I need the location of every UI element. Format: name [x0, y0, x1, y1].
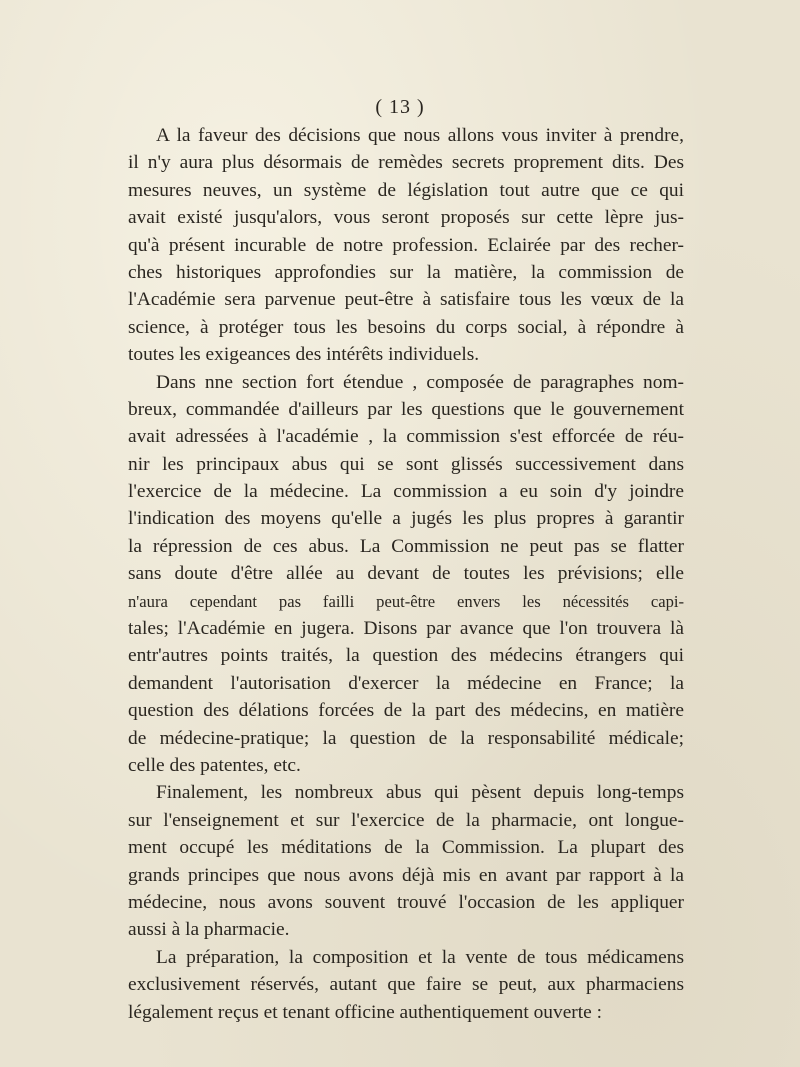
- page-number: ( 13 ): [375, 96, 425, 118]
- text-line: ment occupé les méditations de la Commission. La plupart des: [128, 837, 684, 859]
- text-line: aussi à la pharmacie.: [128, 919, 290, 941]
- text-line: la répression de ces abus. La Commission ne peut pas se flatter: [128, 535, 684, 557]
- text-line: l'indication des moyens qu'elle a jugés les plus propres à garantir: [128, 508, 684, 530]
- text-line: ches historiques approfondies sur la matière, la commission de: [128, 261, 684, 283]
- text-line: tales; l'Académie en jugera. Disons par avance que l'on trouvera là: [128, 618, 684, 640]
- text-line: breux, commandée d'ailleurs par les questions que le gouvernement: [128, 398, 684, 420]
- text-line: il n'y aura plus désormais de remèdes secrets proprement dits. Des: [128, 152, 684, 174]
- text-line: toutes les exigeances des intérêts individuels.: [128, 344, 480, 366]
- text-line: l'Académie sera parvenue peut-être à satisfaire tous les vœux de la: [128, 289, 684, 311]
- text-line: nir les principaux abus qui se sont glissés successivement dans: [128, 453, 684, 475]
- text-line: avait existé jusqu'alors, vous seront proposés sur cette lèpre jus-: [128, 207, 684, 229]
- text-line: avait adressées à l'académie , la commission s'est efforcée de réu-: [128, 426, 684, 448]
- body-text: [128, 122, 684, 1026]
- text-line: question des délations forcées de la part des médecins, en matière: [128, 700, 684, 722]
- text-line: A la faveur des décisions que nous allons vous inviter à prendre,: [156, 125, 684, 146]
- text-line: n'aura cependant pas failli peut-être envers les nécessités capi-: [128, 591, 684, 611]
- text-line: qu'à présent incurable de notre profession. Eclairée par des recher-: [128, 234, 684, 256]
- text-line: de médecine-pratique; la question de la responsabilité médicale;: [128, 727, 684, 749]
- text-line: exclusivement réservés, autant que faire se peut, aux pharmaciens: [128, 974, 684, 996]
- text-line: sans doute d'être allée au devant de toutes les prévisions; elle: [128, 563, 684, 585]
- text-line: La préparation, la composition et la vente de tous médicamens: [156, 946, 684, 968]
- text-line: demandent l'autorisation d'exercer la médecine en France; la: [128, 672, 684, 694]
- text-line: science, à protéger tous les besoins du corps social, à répondre à: [128, 316, 684, 338]
- text-line: Dans nne section fort étendue , composée de paragraphes nom-: [156, 371, 684, 393]
- text-line: l'exercice de la médecine. La commission a eu soin d'y joindre: [128, 481, 684, 503]
- text-line: sur l'enseignement et sur l'exercice de la pharmacie, ont longue-: [128, 809, 684, 831]
- text-line: Finalement, les nombreux abus qui pèsent depuis long-temps: [156, 782, 684, 804]
- text-line: mesures neuves, un système de législation tout autre que ce qui: [128, 179, 684, 201]
- text-line: entr'autres points traités, la question des médecins étrangers qui: [128, 645, 684, 667]
- text-line: celle des patentes, etc.: [128, 754, 301, 776]
- text-line: médecine, nous avons souvent trouvé l'occasion de les appliquer: [128, 891, 684, 913]
- text-line: légalement reçus et tenant officine authentiquement ouverte :: [128, 1001, 602, 1023]
- text-line: grands principes que nous avons déjà mis en avant par rapport à la: [128, 864, 684, 886]
